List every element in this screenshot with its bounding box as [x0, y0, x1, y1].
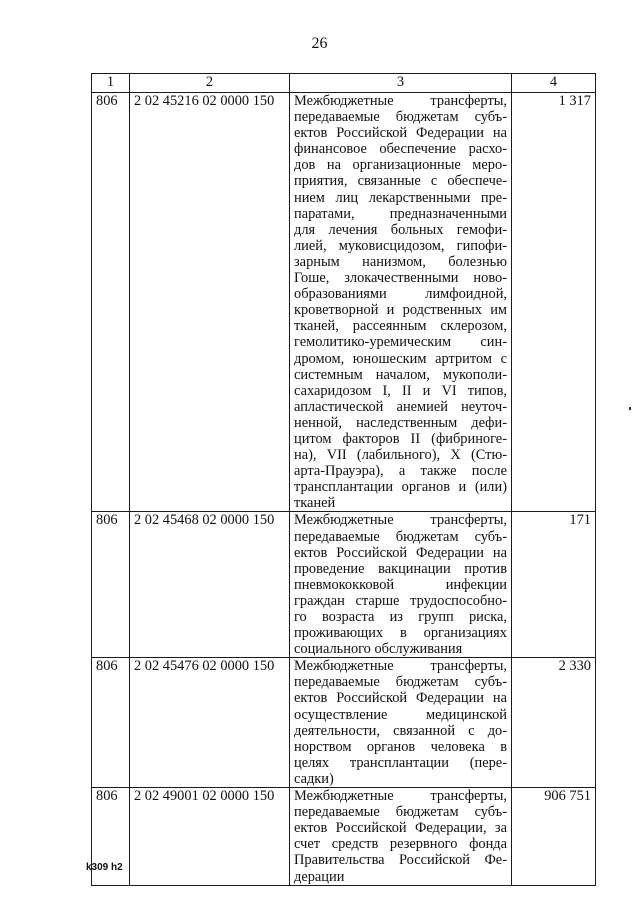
scan-mark	[629, 407, 631, 410]
description-line: счет средств резервного фонда	[294, 836, 507, 853]
description-cell	[290, 788, 512, 886]
description-line: тканей, рассеянным склерозом,	[294, 318, 507, 335]
description-line: передаваемые бюджетам субъ-	[294, 528, 507, 545]
description-line: ектов Российской Федерации на	[294, 690, 507, 707]
admin-code-cell: 806	[92, 788, 130, 886]
description-line: трансплантации органов и (или)	[294, 479, 507, 496]
amount-cell: 171	[512, 512, 596, 658]
description-line: го возраста из групп риска,	[294, 609, 507, 625]
description-line: образованиями лимфоидной,	[294, 286, 507, 303]
description-line: передаваемые бюджетам субъ-	[294, 109, 507, 126]
column-header-3: 3	[290, 74, 512, 93]
description-line: апластической анемией неуточ-	[294, 398, 507, 415]
description-line: норством органов человека в	[294, 738, 507, 755]
header-row	[92, 74, 596, 93]
description-line: Межбюджетные трансферты,	[294, 512, 507, 529]
budget-code-cell: 2 02 45216 02 0000 150	[130, 93, 290, 512]
description-cell	[290, 512, 512, 658]
description-line: арта-Прауэра), а также после	[294, 463, 507, 480]
description-cell	[290, 93, 512, 512]
description-line: лией, муковисцидозом, гипофи-	[294, 237, 507, 254]
description-line: целях трансплантации (пере-	[294, 754, 507, 771]
description-line: ектов Российской Федерации на	[294, 125, 507, 142]
description-line: проведение вакцинации против	[294, 560, 507, 577]
description-line: Гоше, злокачественными ново-	[294, 270, 507, 287]
description-line: системным началом, мукополи-	[294, 366, 507, 383]
admin-code-cell: 806	[92, 93, 130, 512]
description-line: дов на организационные меро-	[294, 157, 507, 174]
description-line: паратами, предназначенными	[294, 205, 507, 222]
description-line: осуществление медицинской	[294, 706, 507, 723]
description-line: пневмококковой инфекции	[294, 576, 507, 593]
description-line: дромом, юношеским артритом с	[294, 350, 507, 367]
page-number: 26	[311, 35, 328, 52]
description-line: проживающих в организациях	[294, 625, 507, 642]
amount-cell: 906 751	[512, 788, 596, 886]
amount-cell: 2 330	[512, 658, 596, 788]
description-line: ектов Российской Федерации на	[294, 544, 507, 561]
description-line: гемолитико-уремическим син-	[294, 334, 507, 351]
description-line: на), VII (лабильного), X (Стю-	[294, 447, 507, 464]
column-header-4: 4	[512, 74, 596, 93]
description-line: зарным нанизмом, болезнью	[294, 253, 507, 270]
description-line: граждан старше трудоспособно-	[294, 592, 507, 609]
description-line: для лечения больных гемофи-	[294, 221, 507, 238]
description-line: кроветворной и родственных им	[294, 302, 507, 319]
description-line: садки)	[294, 770, 334, 787]
description-line: тканей	[294, 495, 336, 512]
description-line: Межбюджетные трансферты,	[294, 788, 507, 805]
column-header-1: 1	[92, 74, 130, 93]
table-row	[92, 93, 596, 512]
budget-code-cell: 2 02 45476 02 0000 150	[130, 658, 290, 788]
admin-code-cell: 806	[92, 658, 130, 788]
description-line: передаваемые бюджетам субъ-	[294, 674, 507, 691]
description-cell	[290, 658, 512, 788]
description-line: деятельности, связанной с до-	[294, 722, 507, 739]
footer-code: k309 h2	[86, 862, 123, 873]
column-header-2: 2	[130, 74, 290, 93]
description-line: приятия, связанные с обеспече-	[294, 173, 507, 190]
description-line: Межбюджетные трансферты,	[294, 93, 507, 109]
description-line: Правительства Российской Фе-	[294, 852, 507, 869]
budget-code-cell: 2 02 45468 02 0000 150	[130, 512, 290, 658]
table-row	[92, 658, 596, 788]
description-line: передаваемые бюджетам субъ-	[294, 804, 507, 821]
admin-code-cell: 806	[92, 512, 130, 658]
table-row	[92, 788, 596, 886]
description-line: Межбюджетные трансферты,	[294, 658, 507, 675]
description-line: цитом факторов II (фибриноге-	[294, 430, 507, 447]
description-line: нием лиц лекарственными пре-	[294, 189, 507, 206]
description-line: дерации	[294, 868, 345, 885]
budget-code-cell: 2 02 49001 02 0000 150	[130, 788, 290, 886]
description-line: ненной, наследственным дефи-	[294, 414, 507, 431]
description-line: социального обслуживания	[294, 641, 463, 658]
amount-cell: 1 317	[512, 93, 596, 512]
table-row	[92, 512, 596, 658]
description-line: сахаридозом I, II и VI типов,	[294, 382, 507, 399]
table-body	[92, 93, 596, 886]
description-line: ектов Российской Федерации, за	[294, 820, 507, 837]
budget-table	[91, 73, 596, 886]
description-line: финансовое обеспечение расхо-	[294, 141, 507, 158]
